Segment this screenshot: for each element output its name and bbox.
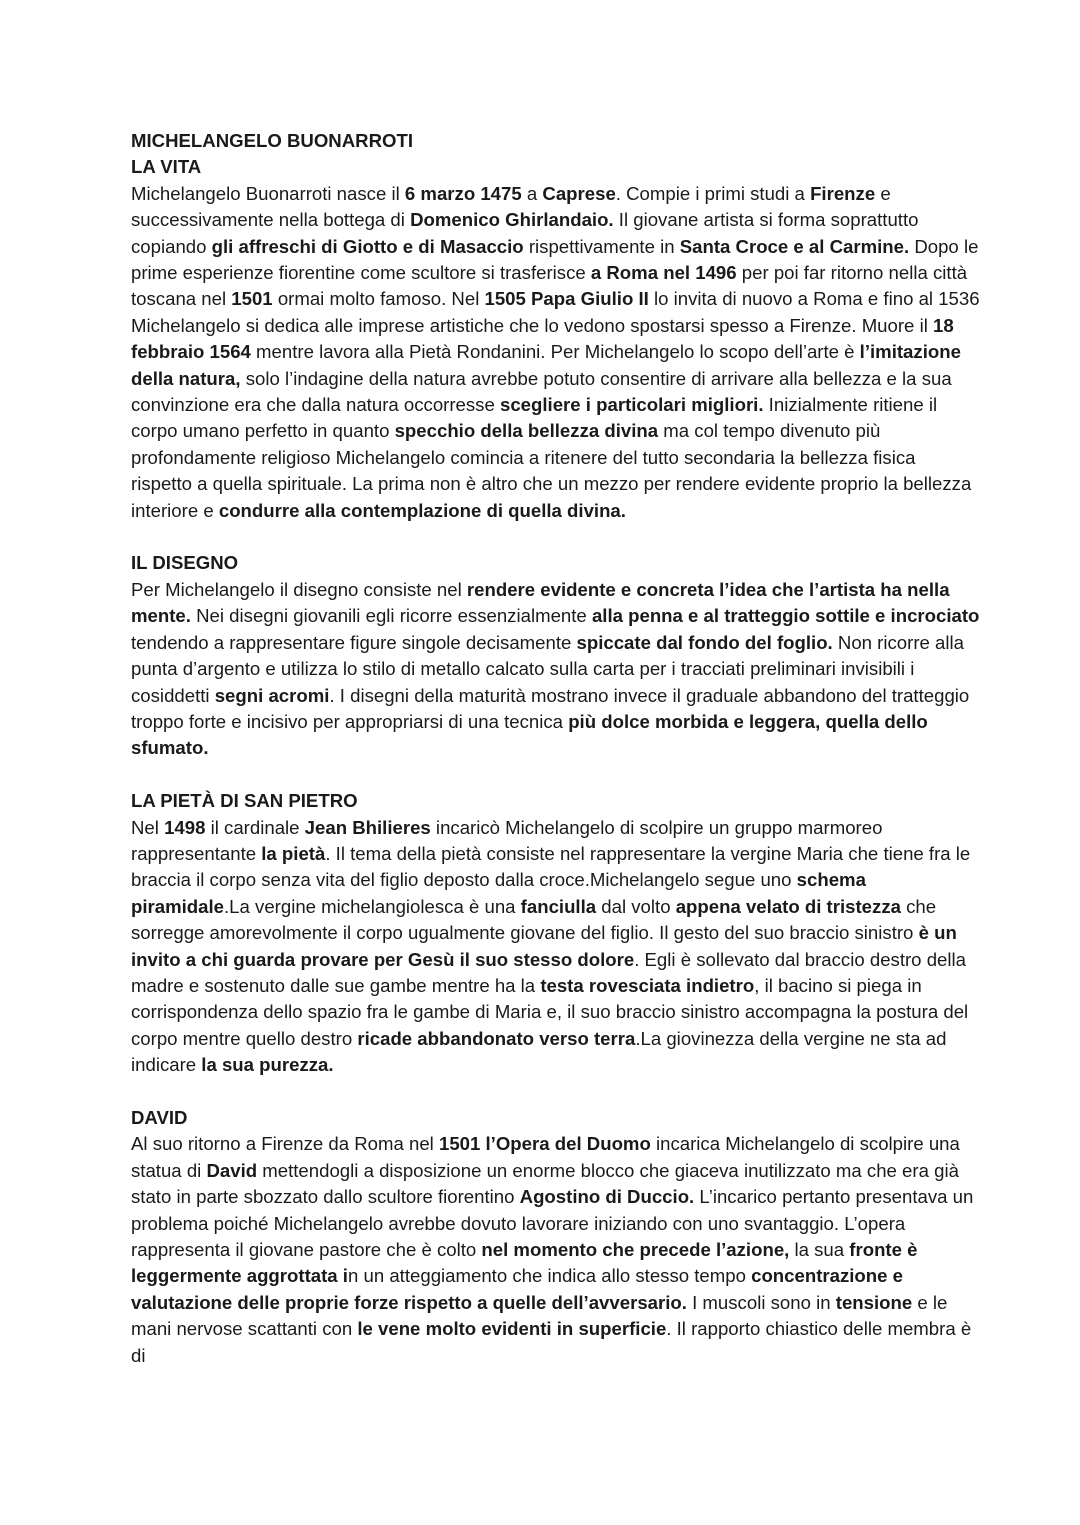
text-run: e le mani nervose scattanti con	[131, 1291, 948, 1340]
bold-text-run: alla penna e al tratteggio sottile e incrociato	[591, 605, 980, 627]
bold-text-run: scegliere i particolari migliori.	[500, 394, 764, 416]
text-run: mettendogli a disposizione un enorme blocco che giaceva inutilizzato ma che era già stato in parte sbozzato dallo scultore fiorentino	[131, 1159, 959, 1208]
section-gap	[131, 1079, 980, 1105]
bold-text-run: Caprese	[542, 182, 616, 204]
text-run: lo invita di nuovo a Roma e fino al 1536 Michelangelo si dedica alle imprese artistiche che lo vedono spostarsi spesso a Firenze. Muore il	[131, 288, 980, 336]
bold-text-run: Agostino di Duccio.	[519, 1186, 695, 1208]
section-pieta	[131, 788, 980, 1078]
text-run: . I disegni della maturità mostrano invece il graduale abbandono del tratteggio troppo forte e incisivo per appropriarsi di una tecnica	[131, 684, 970, 732]
section-heading: LA VITA	[131, 156, 202, 178]
text-run: Il giovane artista si forma soprattutto copiando	[131, 209, 919, 257]
document-title: MICHELANGELO BUONARROTI	[131, 130, 413, 151]
bold-text-run: 1505 Papa Giulio II	[484, 288, 649, 310]
section-heading: DAVID	[131, 1106, 188, 1128]
bold-text-run: Domenico Ghirlandaio.	[410, 209, 614, 231]
text-run: . Egli è sollevato dal braccio destro della madre e sostenuto dalle sue gambe mentre ha la	[131, 948, 966, 996]
text-run: Inizialmente ritiene il corpo umano perfetto in quanto	[131, 394, 938, 442]
bold-text-run: 1498	[164, 816, 206, 838]
bold-text-run: fanciulla	[520, 895, 597, 917]
text-run: ma col tempo divenuto più profondamente religioso Michelangelo comincia a ritenere del tutto secondaria la bellezza fisica rispetto a quella spirituale. La prima non è altro che un mezzo per rendere evidente proprio la bellezza interiore e	[131, 420, 972, 521]
bold-text-run: Santa Croce e al Carmine.	[679, 235, 910, 257]
text-run: Al suo ritorno a Firenze da Roma nel	[131, 1133, 439, 1155]
bold-text-run: schema piramidale	[131, 869, 866, 917]
section-paragraph	[131, 181, 980, 524]
text-run: Non ricorre alla punta d’argento e utilizza lo stilo di metallo calcato sulla carta per i tracciati preliminari invisibili i cosiddetti	[131, 631, 964, 706]
bold-text-run: Jean Bhilieres	[304, 816, 431, 838]
bold-text-run: condurre alla contemplazione di quella divina.	[218, 499, 626, 521]
bold-text-run: 1501	[231, 288, 273, 310]
bold-text-run: appena velato di tristezza	[675, 895, 901, 917]
text-run: che sorregge amorevolmente il corpo ugualmente giovane del figlio. Il gesto del suo braccio sinistro	[131, 895, 937, 944]
section-gap	[131, 762, 980, 788]
bold-text-run: 6 marzo 1475	[404, 182, 522, 204]
section-il-disegno	[131, 550, 980, 761]
bold-text-run: la sua purezza.	[201, 1054, 334, 1076]
bold-text-run: a Roma nel 1496	[590, 262, 737, 284]
bold-text-run: l’imitazione della natura,	[131, 341, 961, 389]
text-run: Michelangelo Buonarroti nasce il	[131, 182, 405, 204]
text-run: . Compie i primi studi a	[615, 182, 811, 204]
text-run: I muscoli sono in	[686, 1291, 836, 1313]
bold-text-run: concentrazione e valutazione delle proprie forze rispetto a quelle dell’avversario.	[131, 1265, 904, 1313]
text-run: tendendo a rappresentare figure singole decisamente	[131, 631, 577, 653]
text-run: . Il tema della pietà consiste nel rappresentare la vergine Maria che tiene fra le braccia il corpo senza vita del figlio deposto dalla croce.Michelangelo segue uno	[131, 842, 971, 891]
bold-text-run: specchio della bellezza divina	[394, 420, 659, 442]
text-run: . Il rapporto chiastico delle membra è di	[131, 1318, 972, 1366]
text-run: incarica Michelangelo di scolpire una statua di	[131, 1133, 960, 1181]
text-run: la sua	[789, 1239, 850, 1261]
text-run: n un atteggiamento che indica allo stesso tempo	[347, 1265, 752, 1287]
bold-text-run: 18 febbraio 1564	[131, 314, 954, 363]
text-run: dal volto	[596, 895, 676, 917]
section-la-vita	[131, 154, 980, 524]
text-run: il cardinale	[205, 816, 305, 838]
text-run: solo l’indagine della natura avrebbe potuto consentire di arrivare alla bellezza e la sua convinzione era che dalla natura occorresse	[131, 367, 952, 416]
bold-text-run: segni acromi	[214, 684, 330, 706]
text-run: Dopo le prime esperienze fiorentine come scultore si trasferisce	[131, 235, 979, 284]
text-run: rispettivamente in	[523, 235, 680, 257]
text-run: a	[521, 182, 543, 204]
text-run: e successivamente nella bottega di	[131, 182, 891, 231]
bold-text-run: David	[206, 1159, 258, 1181]
text-run: .La vergine michelangiolesca è una	[224, 895, 521, 917]
text-run: .La giovinezza della vergine ne sta ad indicare	[131, 1027, 947, 1076]
bold-text-run: spiccate dal fondo del foglio.	[576, 631, 833, 653]
section-david	[131, 1105, 980, 1369]
section-gap	[131, 524, 980, 550]
text-run: ormai molto famoso. Nel	[272, 288, 485, 310]
text-run: Nel	[131, 816, 165, 838]
bold-text-run: gli affreschi di Giotto e di Masaccio	[211, 235, 524, 257]
text-run: Per Michelangelo il disegno consiste nel	[131, 578, 467, 600]
bold-text-run: 1501 l’Opera del Duomo	[438, 1133, 651, 1155]
bold-text-run: ricade abbandonato verso terra	[357, 1027, 636, 1049]
bold-text-run: Firenze	[810, 182, 876, 204]
bold-text-run: fronte è leggermente aggrottata i	[131, 1239, 918, 1287]
bold-text-run: tensione	[835, 1291, 913, 1313]
bold-text-run: è un invito a chi guarda provare per Gesù il suo stesso dolore	[131, 922, 957, 970]
text-run: L’incarico pertanto presentava un problema poiché Michelangelo avrebbe dovuto lavorare iniziando con uno svantaggio. L’opera rappresenta il giovane pastore che è colto	[131, 1186, 974, 1261]
bold-text-run: testa rovesciata indietro	[540, 974, 755, 996]
bold-text-run: più dolce morbida e leggera, quella dello sfumato.	[131, 710, 928, 759]
section-paragraph	[131, 815, 980, 1079]
text-run: , il bacino si piega in corrispondenza dello spazio fra le gambe di Maria e, il suo braccio sinistro accompagna la postura del corpo mentre quello destro	[131, 974, 969, 1049]
section-paragraph	[131, 577, 980, 762]
text-run: mentre lavora alla Pietà Rondanini. Per Michelangelo lo scopo dell’arte è	[250, 341, 860, 363]
text-run: per poi far ritorno nella città toscana nel	[131, 262, 968, 310]
section-paragraph	[131, 1131, 980, 1369]
bold-text-run: rendere evidente e concreta l’idea che l’artista ha nella mente.	[131, 578, 950, 627]
text-run: Nei disegni giovanili egli ricorre essenzialmente	[190, 605, 592, 627]
text-run: incaricò Michelangelo di scolpire un gruppo marmoreo rappresentante	[131, 816, 883, 864]
section-heading: IL DISEGNO	[131, 552, 239, 574]
bold-text-run: le vene molto evidenti in superficie	[357, 1318, 667, 1340]
bold-text-run: nel momento che precede l’azione,	[481, 1239, 790, 1261]
bold-text-run: la pietà	[261, 842, 326, 864]
section-heading: LA PIETÀ DI SAN PIETRO	[131, 790, 358, 812]
